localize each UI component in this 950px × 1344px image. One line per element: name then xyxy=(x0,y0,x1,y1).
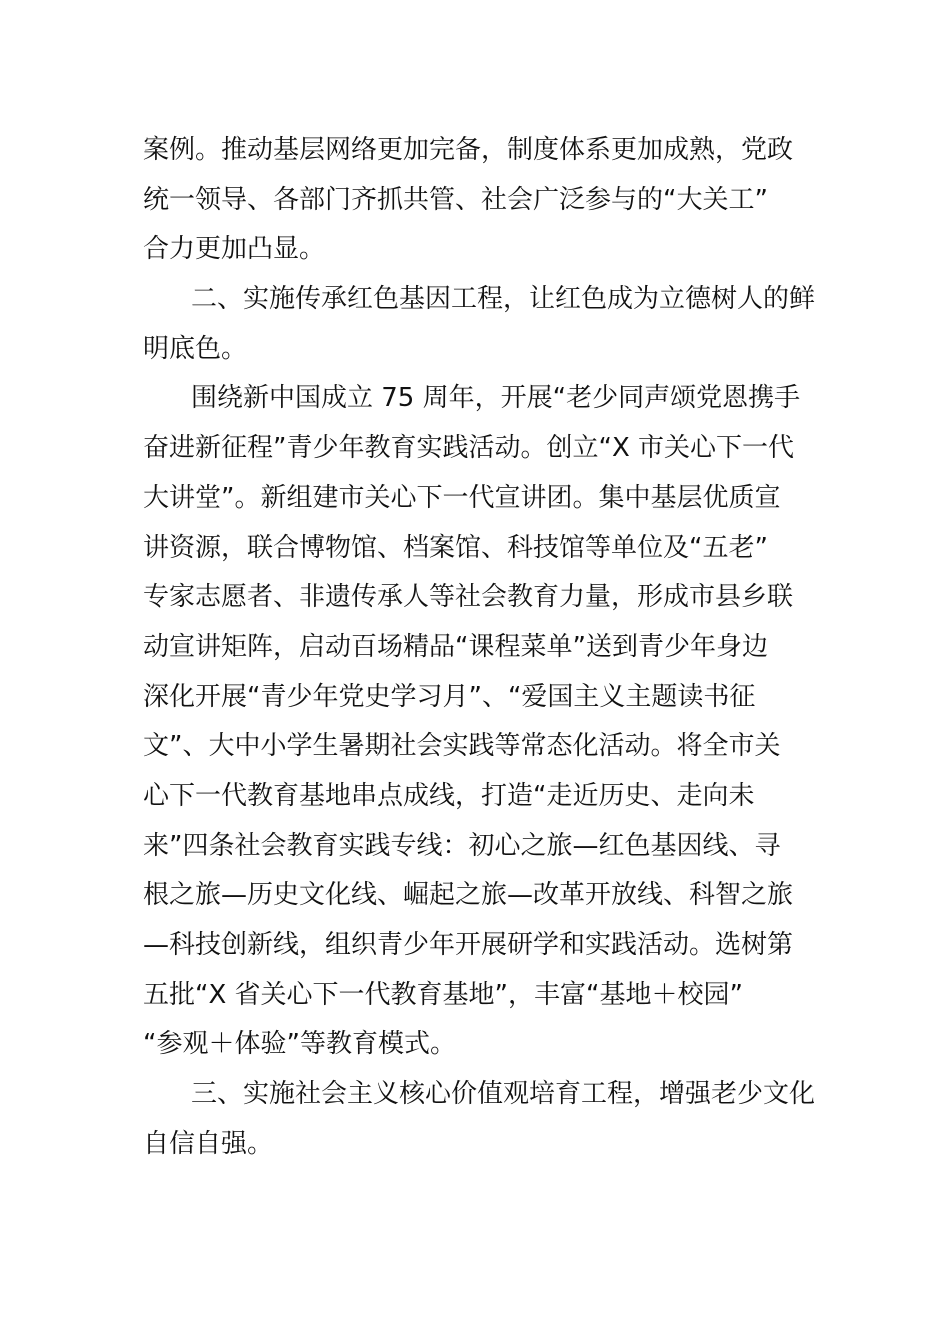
text-line: 五批“X 省关心下一代教育基地”，丰富“基地＋校园” xyxy=(143,979,743,1010)
section-heading-line: 二、实施传承红色基因工程，让红色成为立德树人的鲜 xyxy=(191,284,816,315)
text-line: 根之旅—历史文化线、崛起之旅—改革开放线、科智之旅 xyxy=(143,880,794,911)
section-heading-line: 明底色。 xyxy=(143,333,248,364)
text-line: —科技创新线，组织青少年开展研学和实践活动。选树第 xyxy=(143,930,794,960)
text-line: 围绕新中国成立 75 周年，开展“老少同声颂党恩携手 xyxy=(191,383,801,414)
text-line: 心下一代教育基地串点成线，打造“走近历史、走向未 xyxy=(143,780,755,811)
text-line: 奋进新征程”青少年教育实践活动。创立“X 市关心下一代 xyxy=(143,433,795,464)
text-line: 合力更加凸显。 xyxy=(143,234,326,265)
text-line: 统一领导、各部门齐抓共管、社会广泛参与的“大关工” xyxy=(143,184,768,215)
text-line: 讲资源，联合博物馆、档案馆、科技馆等单位及“五老” xyxy=(143,532,768,563)
text-line: 深化开展“青少年党史学习月”、“爱国主义主题读书征 xyxy=(143,681,756,712)
document-body xyxy=(143,126,816,1169)
text-line: 案例。推动基层网络更加完备，制度体系更加成熟，党政 xyxy=(143,135,794,165)
text-line: 动宣讲矩阵，启动百场精品“课程菜单”送到青少年身边 xyxy=(143,631,768,662)
text-line: 大讲堂”。新组建市关心下一代宣讲团。集中基层优质宣 xyxy=(143,482,781,513)
text-line: 来”四条社会教育实践专线：初心之旅—红色基因线、寻 xyxy=(143,830,781,861)
section-heading-line: 自信自强。 xyxy=(143,1128,274,1159)
text-line: 文”、大中小学生暑期社会实践等常态化活动。将全市关 xyxy=(143,731,781,762)
text-line: 专家志愿者、非遗传承人等社会教育力量，形成市县乡联 xyxy=(143,582,794,613)
section-heading-line: 三、实施社会主义核心价值观培育工程，增强老少文化 xyxy=(191,1079,816,1110)
text-line: “参观＋体验”等教育模式。 xyxy=(143,1029,456,1060)
